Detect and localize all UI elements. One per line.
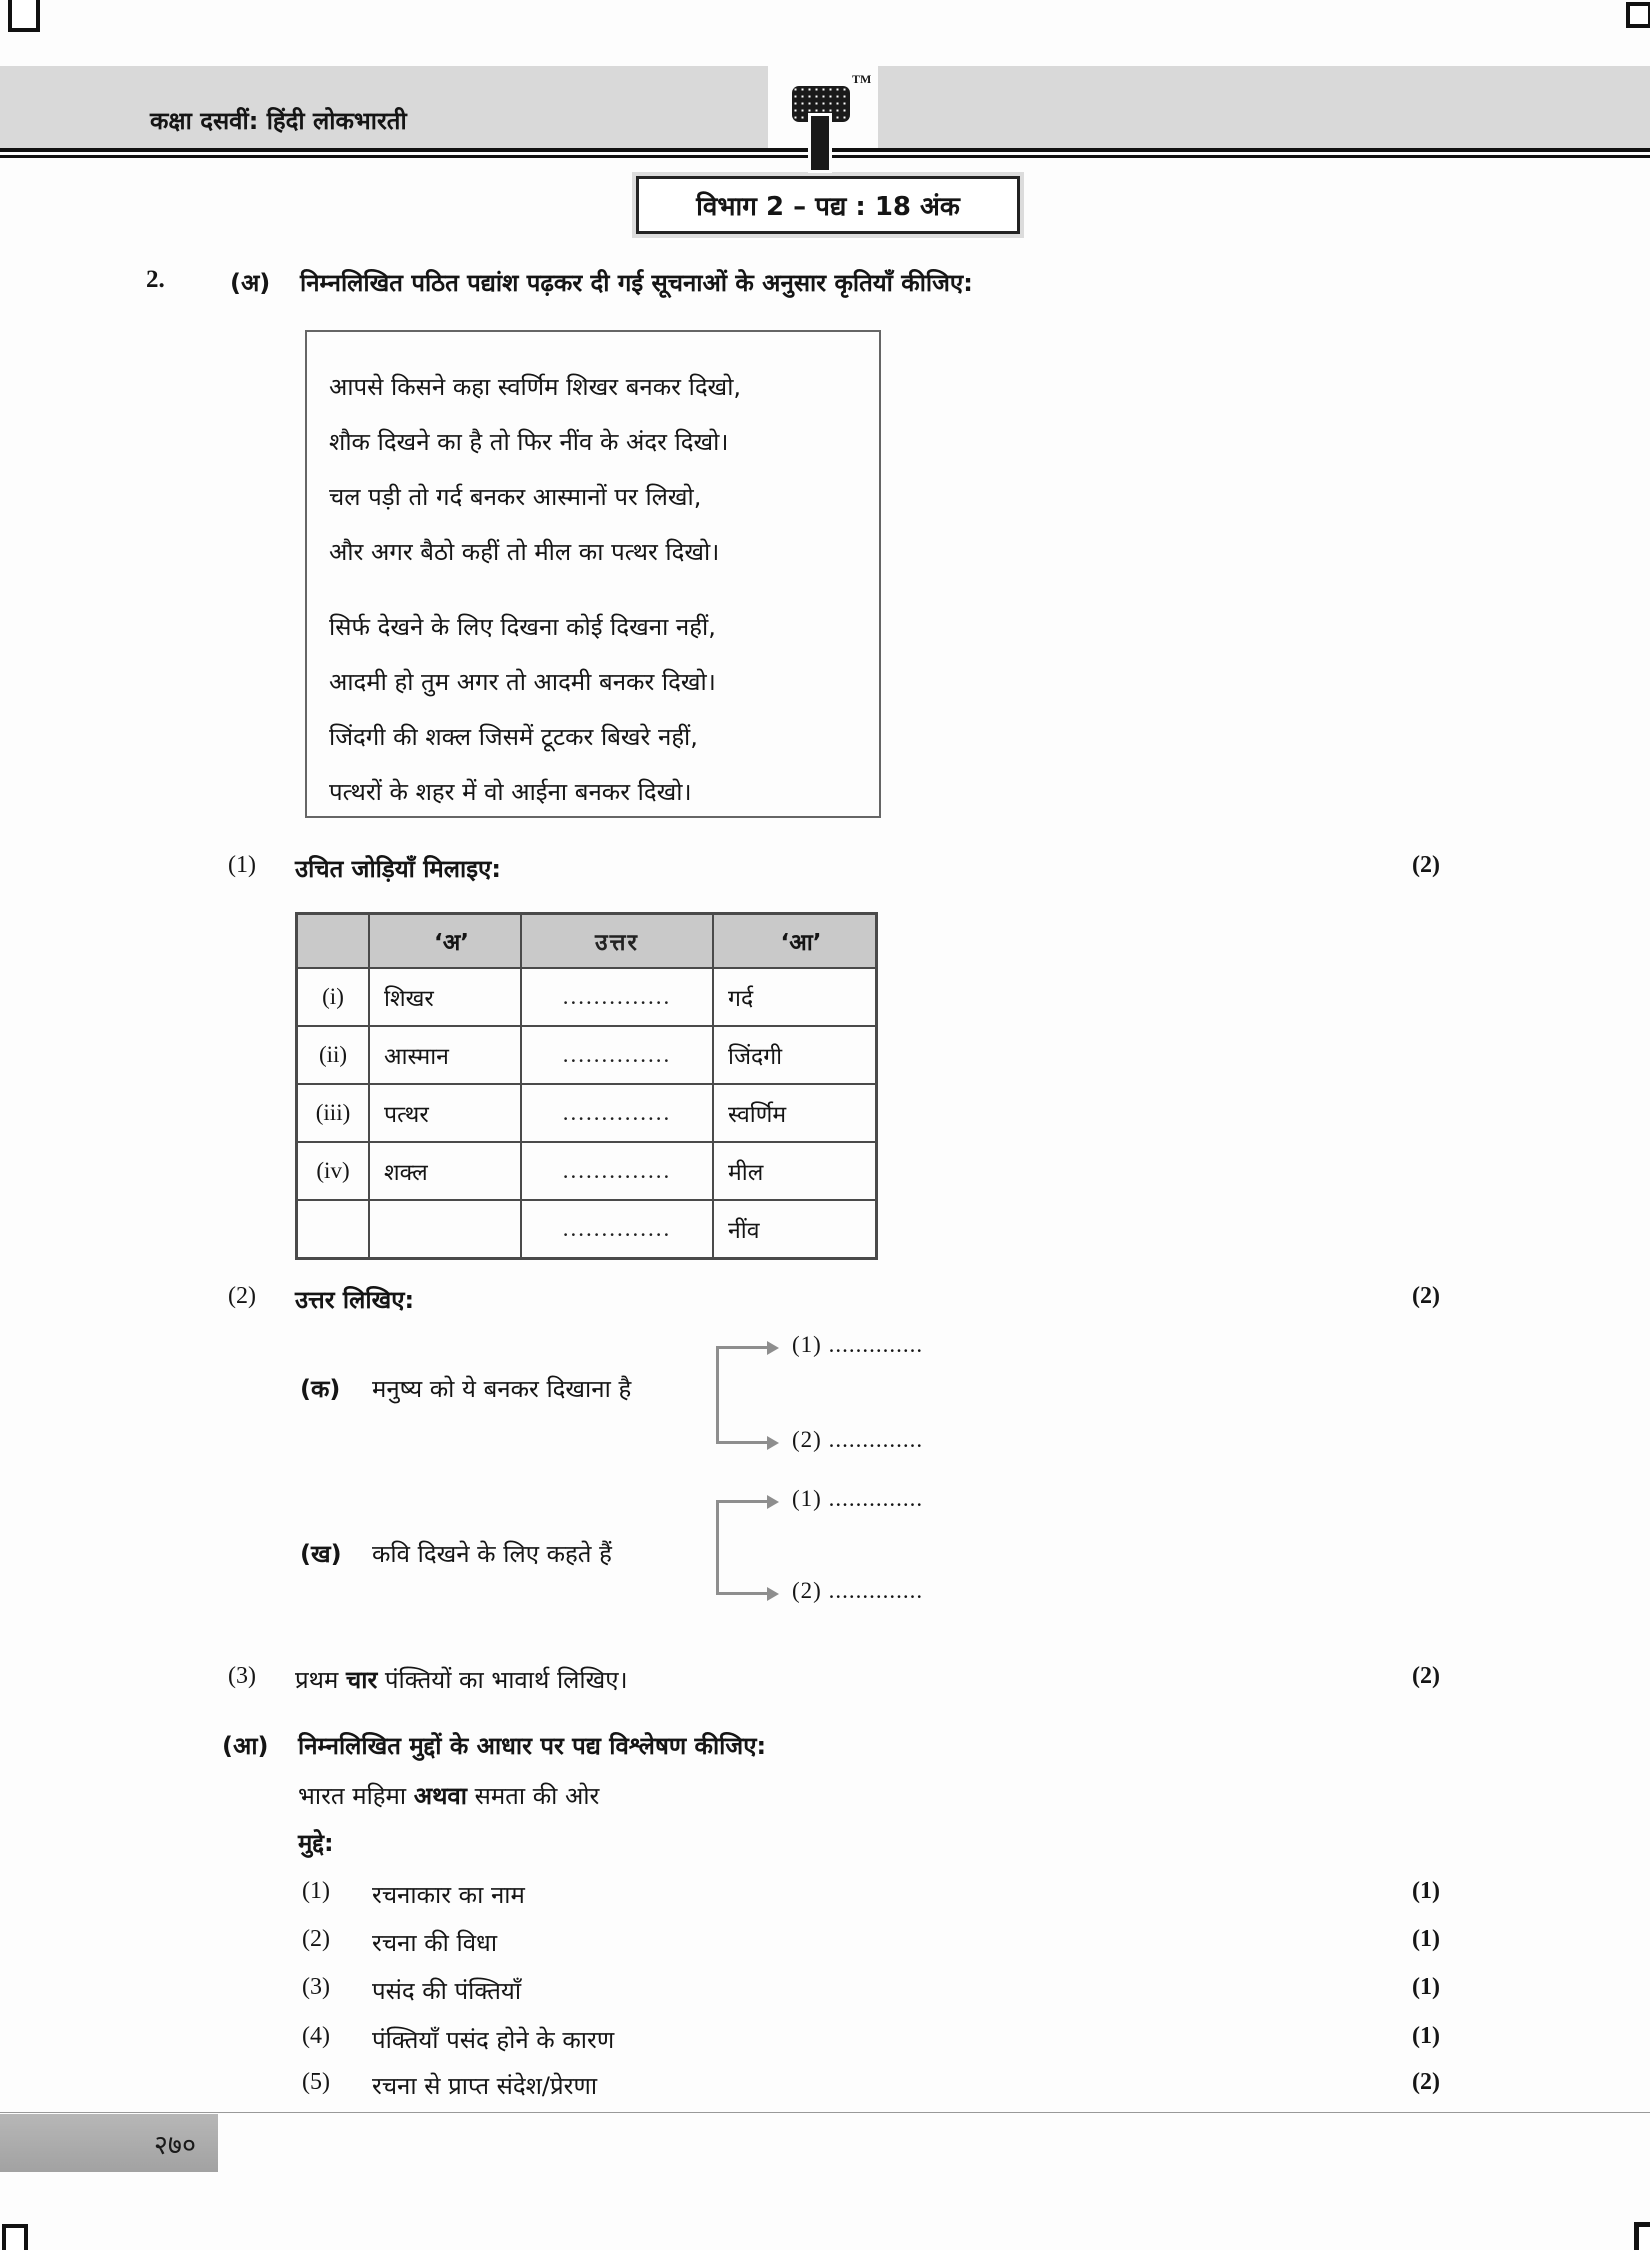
poem-box <box>305 330 881 818</box>
point-label: (1) <box>302 1878 330 1904</box>
poem-line-3: चल पड़ी तो गर्द बनकर आस्मानों पर लिखो, <box>329 483 702 511</box>
poem-line-4: और अगर बैठो कहीं तो मील का पत्थर दिखो। <box>329 538 720 566</box>
row-option: जिंदगी <box>713 1026 877 1084</box>
matching-table <box>295 912 878 1260</box>
flow-a-label: (क) <box>300 1375 341 1403</box>
sub1-marks: (2) <box>1412 852 1440 878</box>
header-a-column: ‘अ’ <box>369 914 521 969</box>
flow-b-arrow-1-icon <box>716 1500 768 1503</box>
flow-b-arrow-2-icon <box>716 1592 768 1595</box>
table-row <box>297 1142 877 1200</box>
part-aa-prompt: निम्नलिखित मुद्दों के आधार पर पद्य विश्लेषण कीजिए: <box>298 1732 767 1760</box>
row-answer-blank: .............. <box>521 968 713 1026</box>
page-number: २७० <box>153 2129 196 2161</box>
row-index: (ii) <box>297 1026 370 1084</box>
row-term: शिखर <box>369 968 521 1026</box>
flow-a-text: मनुष्य को ये बनकर दिखाना है <box>372 1375 632 1403</box>
sub1-prompt: उचित जोड़ियाँ मिलाइए: <box>295 855 501 883</box>
sub3-prompt-pre: प्रथम <box>295 1666 346 1694</box>
header-aa-column: ‘आ’ <box>713 914 877 969</box>
row-term: आस्मान <box>369 1026 521 1084</box>
poem-line-8: पत्थरों के शहर में वो आईना बनकर दिखो। <box>329 778 692 806</box>
row-option: गर्द <box>713 968 877 1026</box>
flow-b-bracket <box>716 1500 719 1595</box>
sub3-prompt-bold: चार <box>345 1666 378 1694</box>
poem-title-pre: भारत महिमा <box>298 1782 414 1810</box>
header-blank <box>297 914 370 969</box>
point-text: पसंद की पंक्तियाँ <box>372 1977 522 2005</box>
point-text: रचना की विधा <box>372 1929 498 1957</box>
trademark-symbol: TM <box>852 72 872 86</box>
poem-line-6: आदमी हो तुम अगर तो आदमी बनकर दिखो। <box>329 668 716 696</box>
row-answer-blank: .............. <box>521 1084 713 1142</box>
point-marks: (1) <box>1412 2023 1440 2049</box>
row-option: मील <box>713 1142 877 1200</box>
flow-a-answer-1: (1) .............. <box>792 1332 924 1357</box>
table-row <box>297 968 877 1026</box>
sub2-label: (2) <box>228 1283 256 1309</box>
flow-a-bracket <box>716 1346 719 1444</box>
row-option: नींव <box>713 1200 877 1259</box>
point-marks: (2) <box>1412 2069 1440 2095</box>
sub3-prompt-post: पंक्तियों का भावार्थ लिखिए। <box>377 1666 628 1694</box>
row-term <box>369 1200 521 1259</box>
point-marks: (1) <box>1412 1878 1440 1904</box>
poem-title-or: अथवा <box>413 1782 467 1810</box>
point-label: (5) <box>302 2069 330 2095</box>
question-number: 2. <box>146 266 165 293</box>
part-a-prompt: निम्नलिखित पठित पद्यांश पढ़कर दी गई सूचनाओं के अनुसार कृतियाँ कीजिए: <box>300 269 973 297</box>
sub2-prompt: उत्तर लिखिए: <box>295 1286 415 1314</box>
flow-b-text: कवि दिखने के लिए कहते हैं <box>372 1540 612 1568</box>
poem-title-line <box>298 1779 599 1812</box>
flow-a-answer-2: (2) .............. <box>792 1427 924 1452</box>
row-index: (i) <box>297 968 370 1026</box>
footer-bar <box>0 2114 218 2172</box>
book-title: कक्षा दसवीं: हिंदी लोकभारती <box>150 107 407 135</box>
points-label: मुद्दे: <box>298 1829 334 1857</box>
sub3-prompt <box>295 1663 628 1696</box>
poem-line-2: शौक दिखने का है तो फिर नींव के अंदर दिखो। <box>329 428 729 456</box>
section-banner-text: विभाग 2 – पद्य : 18 अंक <box>696 192 960 222</box>
part-a-label: (अ) <box>230 269 271 297</box>
point-label: (2) <box>302 1926 330 1952</box>
point-marks: (1) <box>1412 1926 1440 1952</box>
row-answer-blank: .............. <box>521 1026 713 1084</box>
poem-line-1: आपसे किसने कहा स्वर्णिम शिखर बनकर दिखो, <box>329 373 742 401</box>
header-answer-column: उत्तर <box>521 914 713 969</box>
row-index <box>297 1200 370 1259</box>
flow-b-label: (ख) <box>300 1540 342 1568</box>
corner-mark-bottom-right-icon <box>1634 2222 1650 2250</box>
point-text: पंक्तियाँ पसंद होने के कारण <box>372 2026 615 2054</box>
corner-mark-bottom-left-icon <box>2 2224 28 2250</box>
footer-rule <box>0 2112 1650 2113</box>
poem-line-5: सिर्फ देखने के लिए दिखना कोई दिखना नहीं, <box>329 613 716 641</box>
point-label: (4) <box>302 2023 330 2049</box>
table-row <box>297 1026 877 1084</box>
flow-a-arrow-2-icon <box>716 1441 768 1444</box>
row-term: पत्थर <box>369 1084 521 1142</box>
row-index: (iii) <box>297 1084 370 1142</box>
corner-mark-top-right-icon <box>1626 2 1650 28</box>
sub3-label: (3) <box>228 1663 256 1689</box>
table-row <box>297 1200 877 1259</box>
table-header-row <box>297 914 877 969</box>
row-answer-blank: .............. <box>521 1142 713 1200</box>
flow-a-arrow-1-icon <box>716 1346 768 1349</box>
sub1-label: (1) <box>228 852 256 878</box>
sub2-marks: (2) <box>1412 1283 1440 1309</box>
section-banner <box>636 176 1020 234</box>
sub3-marks: (2) <box>1412 1663 1440 1689</box>
table-row <box>297 1084 877 1142</box>
row-index: (iv) <box>297 1142 370 1200</box>
flow-b-answer-1: (1) .............. <box>792 1486 924 1511</box>
row-term: शक्ल <box>369 1142 521 1200</box>
publisher-logo-stem <box>811 116 829 170</box>
poem-title-post: समता की ओर <box>466 1782 600 1810</box>
flow-b-answer-2: (2) .............. <box>792 1578 924 1603</box>
point-label: (3) <box>302 1974 330 2000</box>
point-marks: (1) <box>1412 1974 1440 2000</box>
row-answer-blank: .............. <box>521 1200 713 1259</box>
point-text: रचना से प्राप्त संदेश/प्रेरणा <box>372 2072 598 2100</box>
point-text: रचनाकार का नाम <box>372 1881 525 1909</box>
part-aa-label: (आ) <box>222 1732 269 1760</box>
corner-mark-top-left-icon <box>8 0 40 32</box>
row-option: स्वर्णिम <box>713 1084 877 1142</box>
poem-line-7: जिंदगी की शक्ल जिसमें टूटकर बिखरे नहीं, <box>329 723 698 751</box>
